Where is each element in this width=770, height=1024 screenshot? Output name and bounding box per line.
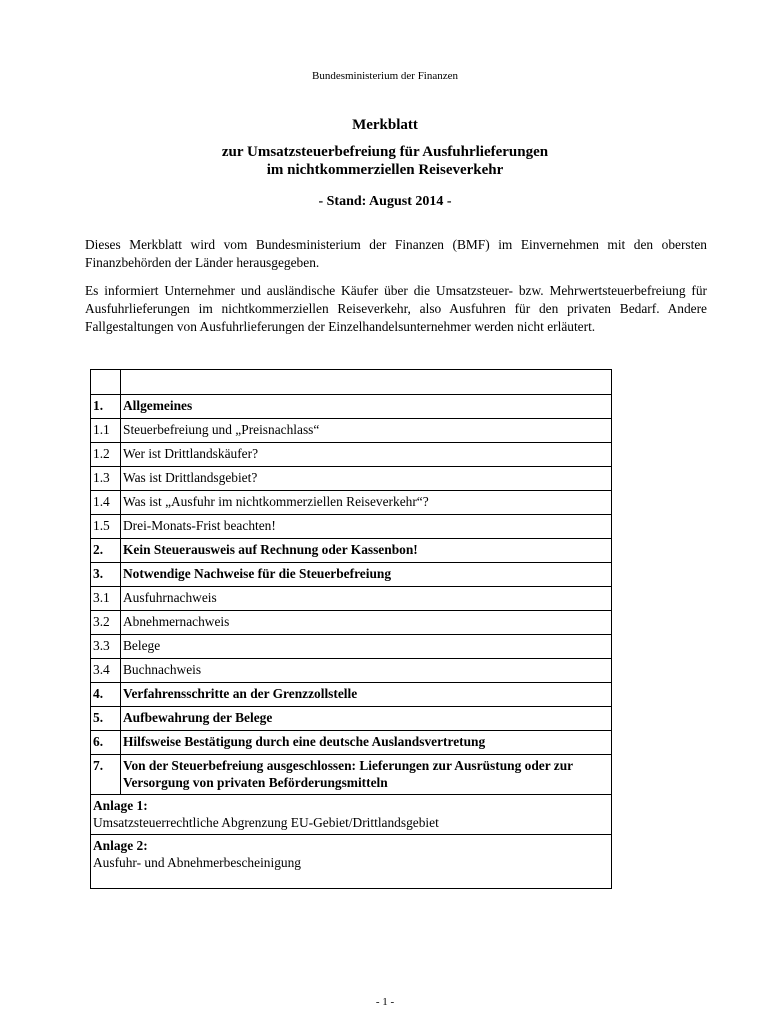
toc-number: 3.3 [91,635,121,659]
toc-label: Verfahrensschritte an der Grenzzollstelle [121,683,612,707]
toc-row [91,491,612,515]
document-stand: - Stand: August 2014 - [318,194,452,209]
toc-label: Drei-Monats-Frist beachten! [121,515,612,539]
toc-number: 7. [91,755,121,795]
toc-label: Notwendige Nachweise für die Steuerbefreiung [121,563,612,587]
table-of-contents [90,369,612,889]
toc-row [91,683,612,707]
toc-label: Steuerbefreiung und „Preisnachlass“ [121,419,612,443]
toc-label: Was ist „Ausfuhr im nichtkommerziellen Reiseverkehr“? [121,491,612,515]
toc-anlage-row [91,835,612,889]
toc-row [91,611,612,635]
toc-row [91,443,612,467]
toc-number: 5. [91,707,121,731]
toc-row [91,515,612,539]
toc-number: 6. [91,731,121,755]
toc-row [91,563,612,587]
toc-number: 1.5 [91,515,121,539]
intro-paragraph-2: Es informiert Unternehmer und ausländische Käufer über die Umsatzsteuer- bzw. Mehrwertsteuerbefreiung für Ausfuhrlieferungen im nichtkommerziellen Reiseverkehr, also Ausfuhren für den privaten Bedarf. Andere Fallgestaltungen von Ausfuhrlieferungen der Einzelhandelsunternehmer werden nicht erläutert. [85,283,707,334]
toc-number: 1.3 [91,467,121,491]
toc-row [91,539,612,563]
toc-label: Wer ist Drittlandskäufer? [121,443,612,467]
page-number: - 1 - [375,996,395,1008]
toc-label: Kein Steuerausweis auf Rechnung oder Kassenbon! [121,539,612,563]
toc-number: 2. [91,539,121,563]
toc-row [91,755,612,795]
toc-label: Ausfuhrnachweis [121,587,612,611]
toc-number: 1.1 [91,419,121,443]
document-subtitle-line2: im nichtkommerziellen Reiseverkehr [266,162,504,178]
toc-number: 1.4 [91,491,121,515]
anlage-1-heading: Anlage 1: [93,798,148,813]
toc-row [91,587,612,611]
toc-label: Von der Steuerbefreiung ausgeschlossen: Lieferungen zur Ausrüstung oder zur Versorgung von privaten Beförderungsmitteln [121,755,612,795]
toc-number: 3.2 [91,611,121,635]
toc-row [91,467,612,491]
toc-row [91,731,612,755]
document-title: Merkblatt [352,117,418,133]
toc-label: Aufbewahrung der Belege [121,707,612,731]
anlage-1-text: Umsatzsteuerrechtliche Abgrenzung EU-Gebiet/Drittlandsgebiet [93,815,439,830]
toc-row [91,395,612,419]
anlage-2-text: Ausfuhr- und Abnehmerbescheinigung [93,855,301,870]
toc-label: Was ist Drittlandsgebiet? [121,467,612,491]
toc-number: 4. [91,683,121,707]
toc-label: Hilfsweise Bestätigung durch eine deutsche Auslandsvertretung [121,731,612,755]
toc-label: Allgemeines [121,395,612,419]
toc-row [91,707,612,731]
document-subtitle-line1: zur Umsatzsteuerbefreiung für Ausfuhrlieferungen [221,144,549,160]
toc-number: 3. [91,563,121,587]
toc-row [91,659,612,683]
toc-number: 1. [91,395,121,419]
toc-number: 1.2 [91,443,121,467]
toc-row [91,635,612,659]
toc-anlage-row [91,795,612,835]
toc-label: Belege [121,635,612,659]
toc-number: 3.1 [91,587,121,611]
toc-number: 3.4 [91,659,121,683]
intro-paragraph-1: Dieses Merkblatt wird vom Bundesministerium der Finanzen (BMF) im Einvernehmen mit den obersten Finanzbehörden der Länder herausgegeben. [85,237,707,270]
anlage-2-heading: Anlage 2: [93,838,148,853]
toc-label: Abnehmernachweis [121,611,612,635]
toc-row [91,419,612,443]
toc-label: Buchnachweis [121,659,612,683]
toc-header-row [91,370,612,395]
ministry-header: Bundesministerium der Finanzen [311,70,459,82]
